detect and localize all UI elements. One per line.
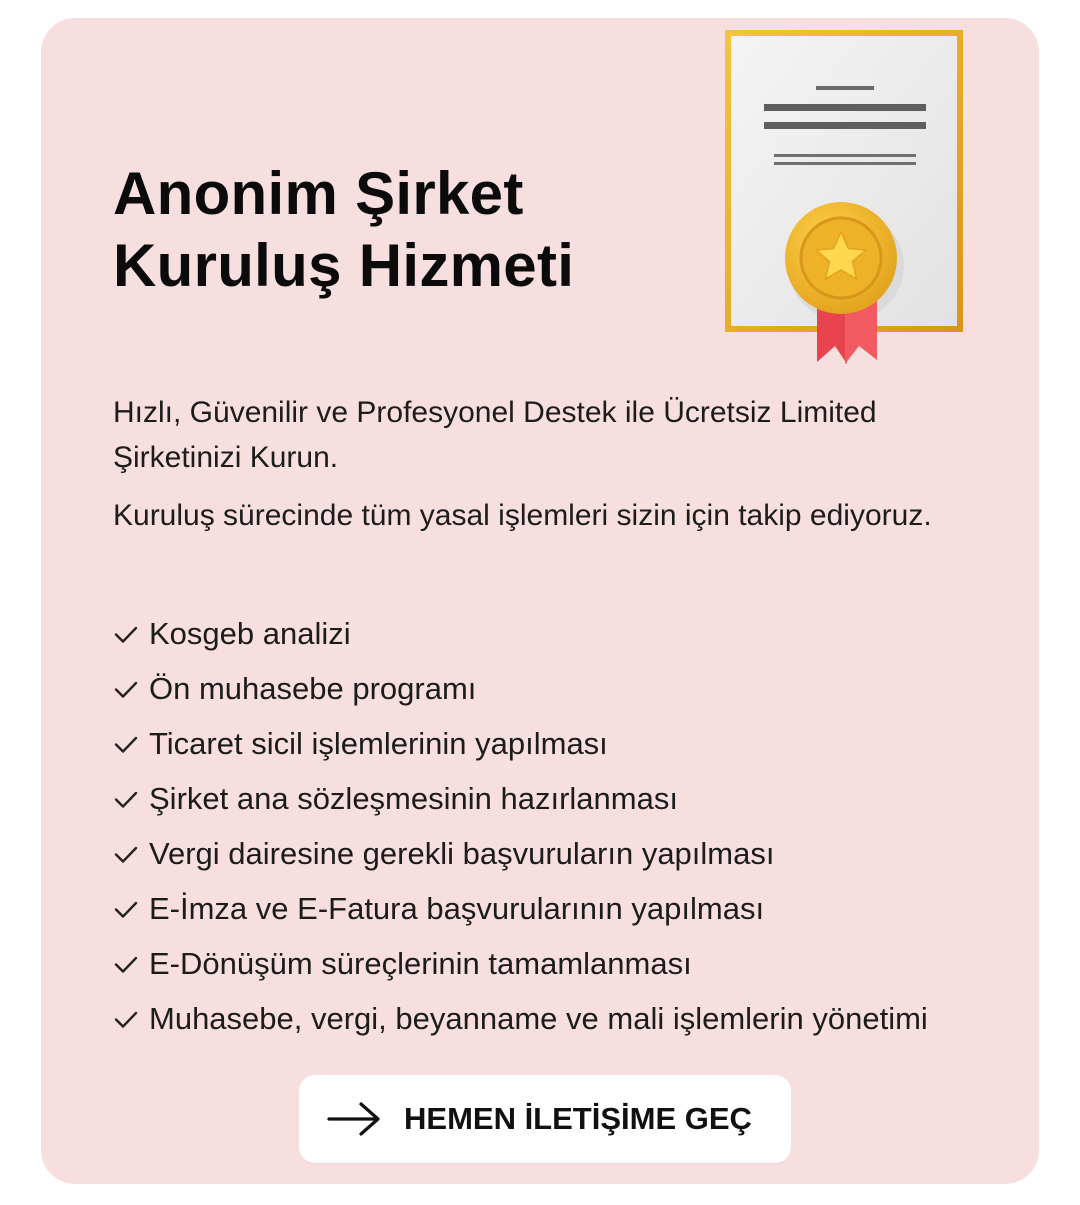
card-title-line-1: Anonim Şirket [113, 160, 524, 227]
feature-item [113, 936, 928, 991]
feature-label: Ticaret sicil işlemlerinin yapılması [149, 725, 608, 761]
feature-item [113, 771, 928, 826]
card-title [113, 158, 574, 302]
feature-item [113, 881, 928, 936]
feature-list [113, 606, 928, 1046]
sub-text: Kuruluş sürecinde tüm yasal işlemleri sizin için takip ediyoruz. [113, 499, 932, 532]
feature-item [113, 606, 928, 661]
feature-label: Şirket ana sözleşmesinin hazırlanması [149, 780, 678, 816]
contact-now-button-label: HEMEN İLETİŞİME GEÇ [404, 1101, 752, 1136]
service-card [41, 18, 1039, 1184]
feature-label: Kosgeb analizi [149, 615, 351, 651]
check-icon [113, 1006, 139, 1032]
intro-text: Hızlı, Güvenilir ve Profesyonel Destek ile Ücretsiz Limited Şirketinizi Kurun. [113, 396, 877, 474]
feature-item [113, 661, 928, 716]
check-icon [113, 786, 139, 812]
check-icon [113, 731, 139, 757]
check-icon [113, 841, 139, 867]
contact-now-button[interactable] [299, 1075, 791, 1163]
check-icon [113, 896, 139, 922]
feature-label: Muhasebe, vergi, beyanname ve mali işlemlerin yönetimi [149, 1000, 928, 1036]
certificate-icon [721, 26, 971, 372]
check-icon [113, 951, 139, 977]
feature-label: E-İmza ve E-Fatura başvurularının yapılması [149, 890, 765, 926]
feature-item [113, 826, 928, 881]
feature-item [113, 716, 928, 771]
feature-label: Vergi dairesine gerekli başvuruların yapılması [149, 835, 775, 871]
feature-label: E-Dönüşüm süreçlerinin tamamlanması [149, 945, 692, 981]
card-title-line-2: Kuruluş Hizmeti [113, 232, 575, 299]
check-icon [113, 676, 139, 702]
feature-label: Ön muhasebe programı [149, 670, 477, 706]
check-icon [113, 621, 139, 647]
feature-item [113, 991, 928, 1046]
arrow-right-icon [327, 1101, 381, 1137]
